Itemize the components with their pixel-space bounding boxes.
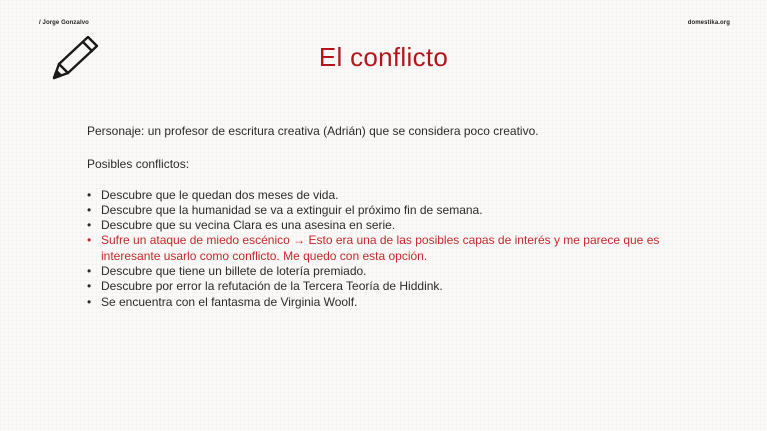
bullet: •	[87, 187, 92, 202]
conflict-text: Descubre que le quedan dos meses de vida.	[101, 187, 339, 202]
list-item	[87, 295, 717, 310]
bullet: •	[87, 202, 92, 217]
page-title: El conflicto	[318, 42, 449, 72]
conflict-note: Esto era una de las posibles capas de interés y me parece que es interesante usarlo como conflicto. Me quedo con esta opción.	[101, 233, 660, 263]
bullet: •	[87, 218, 92, 233]
bullet: •	[87, 294, 92, 309]
list-item	[87, 218, 717, 233]
conflicts-heading: Posibles conflictos:	[87, 157, 190, 172]
character-description: Personaje: un profesor de escritura creativa (Adrián) que se considera poco creativo.	[87, 124, 539, 138]
arrow-right-icon: →	[293, 233, 306, 248]
bullet: •	[87, 233, 92, 248]
author-credit: / Jorge Gonzalvo	[39, 20, 89, 26]
conflict-text: Descubre por error la refutación de la Tercera Teoría de Hiddink.	[101, 279, 443, 294]
content	[87, 124, 717, 310]
list-item	[87, 203, 717, 218]
conflict-text: Sufre un ataque de miedo escénico	[101, 233, 290, 248]
conflict-text: Descubre que la humanidad se va a extinguir el próximo fin de semana.	[101, 202, 483, 217]
conflict-text: Descubre que tiene un billete de lotería premiado.	[101, 264, 367, 279]
list-item	[87, 264, 717, 279]
conflict-text: Descubre que su vecina Clara es una asesina en serie.	[101, 218, 396, 233]
bullet: •	[87, 279, 92, 294]
list-item	[87, 188, 717, 203]
site-link[interactable]: domestika.org	[687, 20, 730, 26]
list-item	[87, 279, 717, 294]
conflict-text: Se encuentra con el fantasma de Virginia Woolf.	[101, 294, 358, 309]
list-item-selected	[87, 233, 717, 264]
conflicts-list	[87, 188, 717, 310]
bullet: •	[87, 264, 92, 279]
